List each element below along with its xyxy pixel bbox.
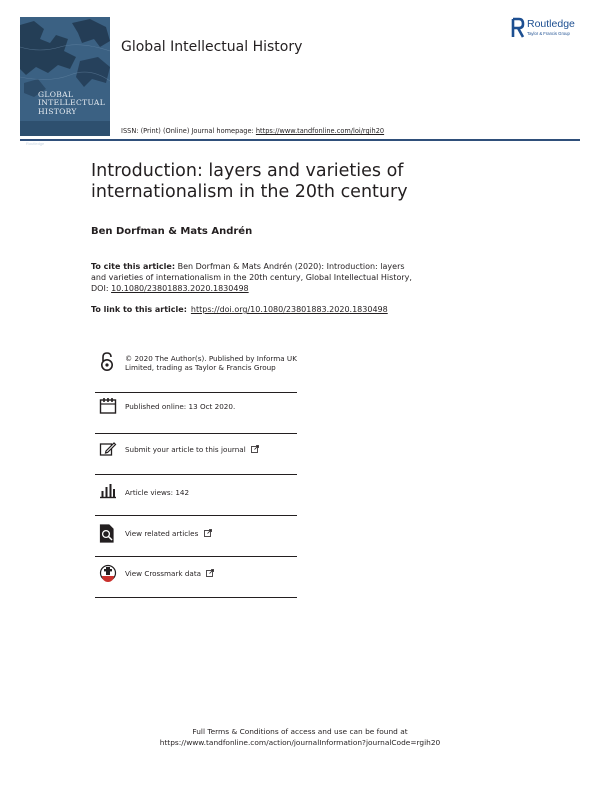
search-document-icon [99,524,117,544]
submit-text[interactable] [125,445,297,454]
journal-cover-image [20,17,110,146]
crossmark-item[interactable] [95,557,297,598]
crossmark-text[interactable] [125,569,297,578]
citation-text: Ben Dorfman & Mats Andrén (2020): Introduction: layers and varieties of internationalism in the 20th century, Global Intellectual History, DOI: [91,262,412,293]
related-link[interactable]: View related articles [125,529,199,538]
routledge-r-icon [511,17,525,39]
article-link-label: To link to this article: [91,305,187,314]
external-link-icon [251,445,259,453]
article-info-list [95,350,297,598]
publisher-name: Routledge [527,18,575,30]
open-access-icon [99,352,115,372]
views-text: Article views: 142 [125,488,190,497]
citation-label: To cite this article: [91,262,176,271]
related-text[interactable] [125,529,297,538]
external-link-icon [206,569,214,577]
bar-chart-icon [99,483,117,499]
published-text: Published online: 13 Oct 2020. [125,402,236,411]
article-link-line [91,305,388,314]
submit-link[interactable]: Submit your article to this journal [125,445,246,454]
publisher-tagline: Taylor & Francis Group [527,31,570,36]
footer-terms-text: Full Terms & Conditions of access and use can be found at [192,727,408,736]
crossmark-link[interactable]: View Crossmark data [125,569,202,578]
submit-item[interactable] [95,434,297,475]
cover-map-graphic [20,17,110,136]
article-authors: Ben Dorfman & Mats Andrén [91,226,253,237]
license-text: © 2020 The Author(s). Published by Informa UK Limited, trading as Taylor & Francis Group [125,354,297,372]
footer-terms-link[interactable]: https://www.tandfonline.com/action/journalInformation?journalCode=rgih20 [159,738,441,747]
journal-title[interactable]: Global Intellectual History [121,39,303,55]
calendar-icon [99,397,117,415]
publisher-logo [511,17,591,47]
issn-line [121,127,384,135]
published-item [95,393,297,434]
views-item [95,475,297,516]
footer [0,726,600,748]
citation-block [91,261,421,294]
article-title: Introduction: layers and varieties of internationalism in the 20th century [91,161,408,202]
journal-homepage-link[interactable]: https://www.tandfonline.com/loi/rgih20 [255,127,385,135]
article-link-url[interactable]: https://doi.org/10.1080/23801883.2020.1830498 [190,305,388,314]
doi-link[interactable]: 10.1080/23801883.2020.1830498 [111,284,249,293]
cover-publisher-mark: Routledge [26,141,45,146]
crossmark-icon [99,564,117,584]
cover-title: GLOBAL INTELLECTUAL HISTORY [38,90,106,116]
header-divider [20,139,580,141]
edit-icon [99,440,117,458]
related-item[interactable] [95,516,297,557]
issn-text: ISSN: (Print) (Online) Journal homepage: [121,127,256,135]
external-link-icon [204,529,212,537]
license-item [95,350,297,393]
